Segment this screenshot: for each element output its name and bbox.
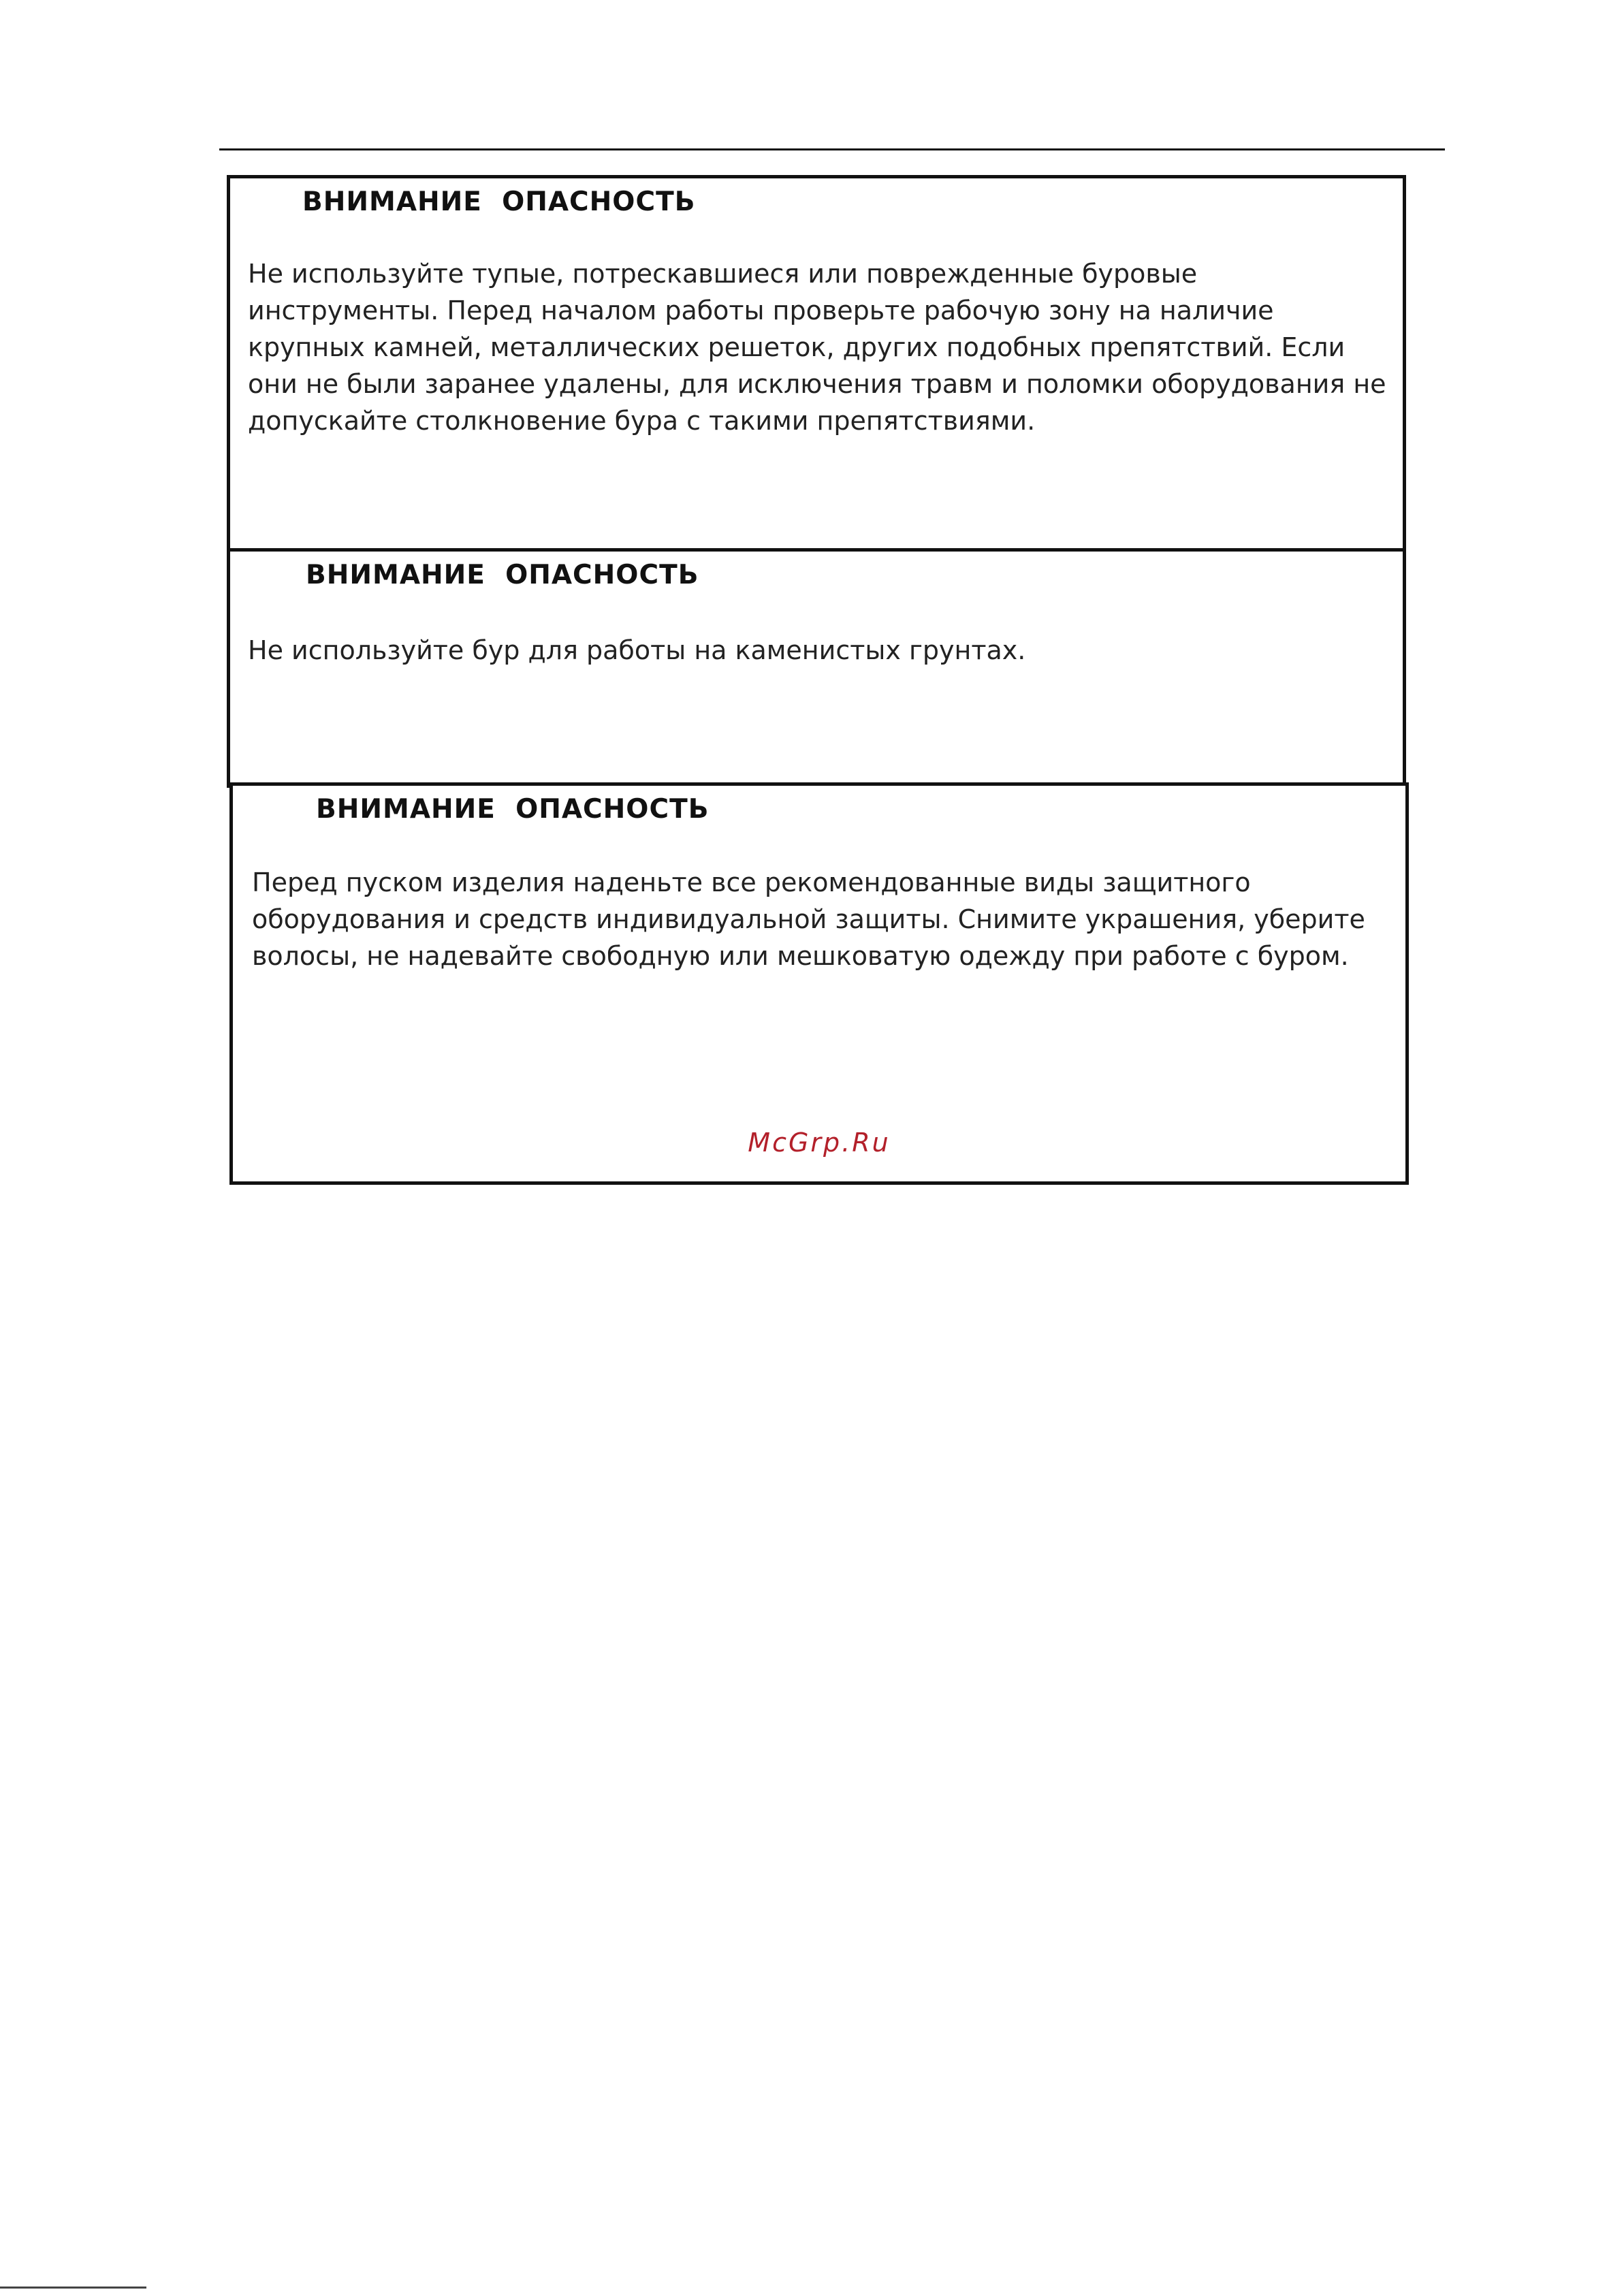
warning-text: Не используйте бур для работы на каменистых грунтах. (248, 635, 1026, 665)
header-divider (219, 148, 1445, 150)
warning-heading: ВНИМАНИЕ ОПАСНОСТЬ (306, 560, 699, 590)
warning-box-protective-gear (229, 782, 1409, 1185)
warning-heading: ВНИМАНИЕ ОПАСНОСТЬ (302, 187, 696, 217)
watermark-link[interactable]: McGrp.Ru (748, 1128, 891, 1158)
warning-text: Не используйте тупые, потрескавшиеся или поврежденные буровые инструменты. Перед началом работы проверьте рабочую зону на наличие крупных камней, металлических решеток, других подобных препятствий. Если они не были заранее удалены, для исключения травм и поломки оборудования не допускайте столкновение бура с такими препятствиями. (248, 259, 1386, 436)
warning-box-rocky-soil (227, 548, 1406, 788)
warning-box-blunt-tools (227, 175, 1406, 553)
footer-mark (0, 2287, 146, 2289)
warning-text: Перед пуском изделия наденьте все рекомендованные виды защитного оборудования и средств индивидуальной защиты. Снимите украшения, уберите волосы, не надевайте свободную или мешковатую одежду при работе с буром. (252, 867, 1365, 971)
warning-heading: ВНИМАНИЕ ОПАСНОСТЬ (316, 794, 710, 825)
